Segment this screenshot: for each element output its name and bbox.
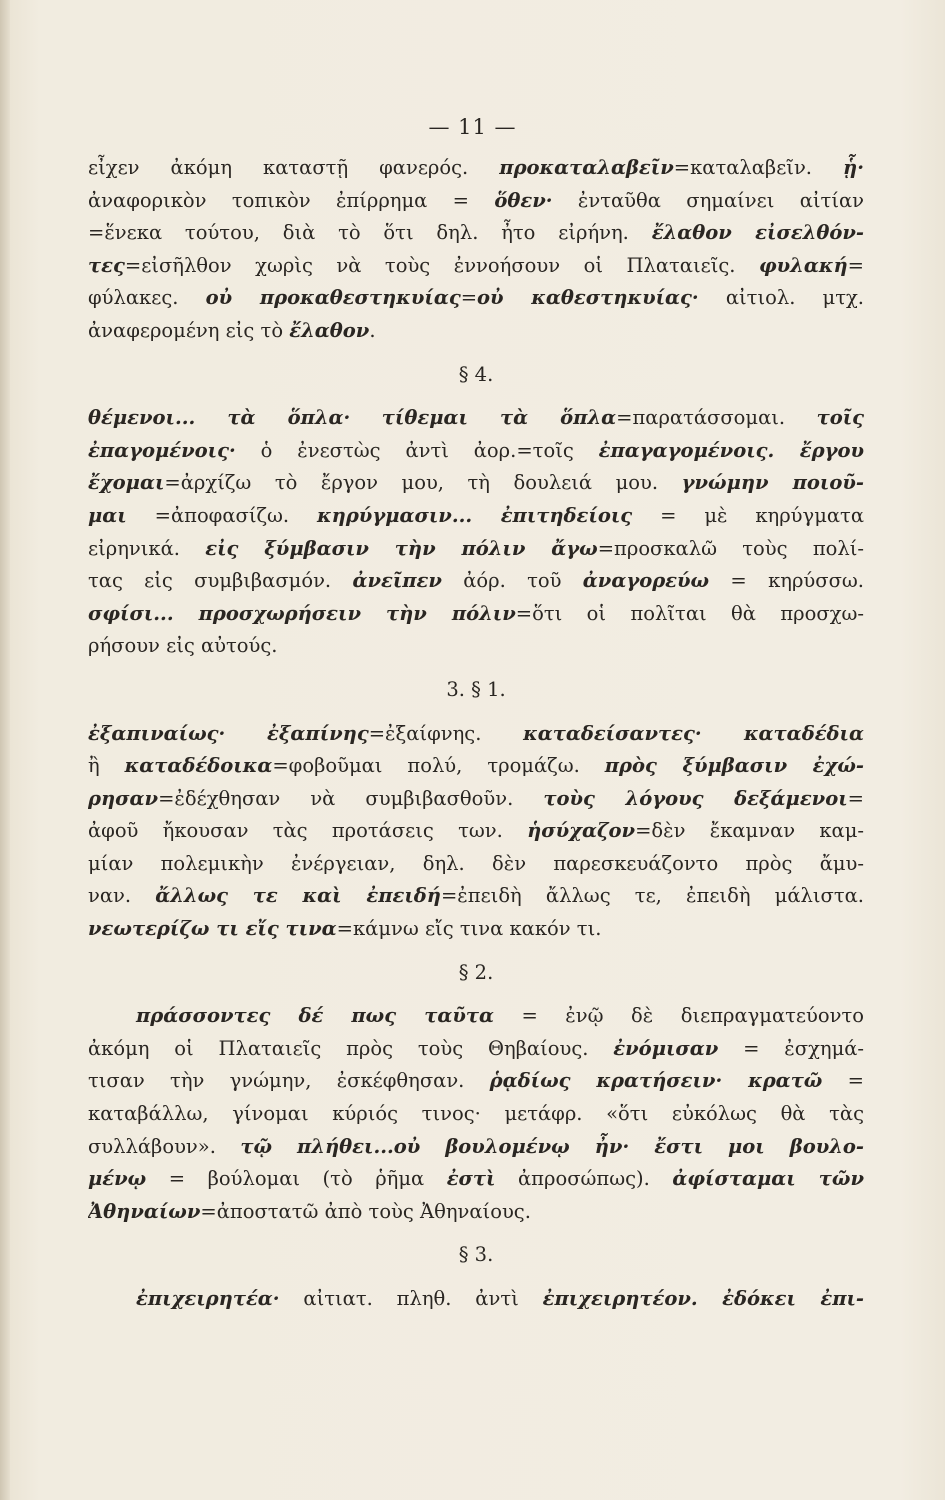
lemma-term: τῷ πλήθει...οὐ βουλομένῳ ἦν· ἔστι μοι βουλο- bbox=[240, 1134, 864, 1158]
section-heading bbox=[88, 957, 864, 990]
lemma-term: ἐπαγομένοις· bbox=[88, 438, 236, 462]
lemma-term: ἔλαθον εἰσελθόν- bbox=[651, 221, 864, 245]
text-line bbox=[88, 1283, 864, 1316]
gloss-text: ναν. bbox=[88, 884, 156, 908]
lemma-term: τίθεμαι τὰ ὅπλα bbox=[381, 406, 617, 430]
gloss-text: ἐνταῦθα σημαίνει αἰτίαν bbox=[552, 188, 864, 212]
gloss-text: μίαν πολεμικὴν ἐνέργειαν, δηλ. δὲν παρεσκευάζοντο πρὸς ἄμυ- bbox=[88, 851, 864, 875]
gloss-text: = bbox=[460, 286, 478, 310]
text-line bbox=[88, 217, 864, 250]
text-line bbox=[88, 185, 864, 218]
text-line bbox=[88, 1196, 864, 1229]
gloss-text: ρήσουν εἰς αὐτούς. bbox=[88, 634, 278, 658]
lemma-term: σφίσι... προσχωρήσειν τὴν πόλιν bbox=[88, 601, 516, 625]
gloss-text: ἀφοῦ ἤκουσαν τὰς προτάσεις των. bbox=[88, 819, 528, 843]
gloss-text: ἀπροσώπως). bbox=[495, 1167, 673, 1191]
gloss-text: § 3. bbox=[458, 1243, 494, 1267]
text-line bbox=[88, 467, 864, 500]
gloss-text: =δὲν ἔκαμναν καμ- bbox=[635, 819, 864, 843]
gloss-text: =φοβοῦμαι πολύ, τρομάζω. bbox=[272, 754, 605, 778]
gloss-text: = bbox=[847, 786, 864, 810]
gloss-text: ἀκόμη οἱ Πλαταιεῖς πρὸς τοὺς Θηβαίους. bbox=[88, 1036, 614, 1060]
gloss-text: =ἐδέχθησαν νὰ συμβιβασθοῦν. bbox=[158, 786, 544, 810]
gloss-text: συλλάβουν». bbox=[88, 1134, 241, 1158]
section-heading bbox=[88, 674, 864, 707]
lemma-term: τοῖς bbox=[816, 406, 864, 430]
page-number: — 11 — bbox=[428, 115, 517, 139]
lemma-term: τες bbox=[88, 253, 125, 277]
lemma-term: θέμενοι... τὰ ὅπλα· bbox=[88, 406, 351, 430]
lemma-term: ὅθεν· bbox=[494, 188, 553, 212]
gloss-text bbox=[225, 722, 267, 745]
lemma-term: ἔλαθον bbox=[289, 318, 370, 342]
lemma-term: οὐ καθεστηκυίας· bbox=[477, 286, 699, 310]
lemma-term: ᾗ· bbox=[843, 156, 864, 179]
gloss-text: ἀναφορικὸν τοπικὸν ἐπίρρημα = bbox=[88, 188, 495, 212]
text-line bbox=[88, 815, 864, 848]
lemma-term: μαι bbox=[88, 503, 127, 527]
text-line bbox=[88, 783, 864, 816]
lemma-term: Ἀθηναίων bbox=[88, 1199, 201, 1223]
gloss-text: =ἀποστατῶ ἀπὸ τοὺς Ἀθηναίους. bbox=[200, 1199, 531, 1223]
lemma-term: ἐπιχειρητέα· bbox=[136, 1287, 280, 1310]
lemma-term: καταδείσαντες· καταδέδια bbox=[523, 721, 864, 745]
text-line bbox=[88, 1065, 864, 1098]
lemma-term: ἐξαπιναίως· bbox=[88, 721, 226, 745]
lemma-term: προκαταλαβεῖν bbox=[499, 156, 674, 179]
lemma-term: γνώμην ποιοῦ- bbox=[681, 471, 864, 495]
page-edge bbox=[0, 0, 10, 1500]
text-line bbox=[88, 750, 864, 783]
gloss-text: =ἐξαίφνης. bbox=[368, 721, 524, 745]
text-line bbox=[88, 152, 864, 185]
lemma-term: μένῳ bbox=[88, 1167, 147, 1191]
gloss-text: ἀναφερομένη εἰς τὸ bbox=[88, 318, 290, 342]
gloss-text: =εἰσῆλθον χωρὶς νὰ τοὺς ἐννοήσουν οἱ Πλαταιεῖς. bbox=[124, 253, 759, 277]
gloss-text: ὁ ἐνεστὼς ἀντὶ ἀορ.=τοῖς bbox=[235, 438, 599, 462]
lemma-term: πρὸς ξύμβασιν ἐχώ- bbox=[604, 754, 864, 778]
gloss-text: = bbox=[822, 1069, 864, 1093]
text-line bbox=[88, 1098, 864, 1131]
lemma-term: καταδέδοικα bbox=[124, 754, 273, 778]
gloss-text: = ἐνῷ δὲ διεπραγματεύοντο bbox=[493, 1004, 864, 1028]
lemma-term: πράσσοντες δέ πως ταῦτα bbox=[136, 1004, 494, 1028]
lemma-term: νεωτερίζω τι εἴς τινα bbox=[88, 917, 337, 941]
gloss-text: = βούλομαι (τὸ ῥῆμα bbox=[146, 1167, 447, 1191]
text-line bbox=[88, 630, 864, 663]
gloss-text: = κηρύσσω. bbox=[709, 569, 864, 593]
gloss-text: =ἀρχίζω τὸ ἔργον μου, τὴ δουλειά μου. bbox=[164, 471, 682, 495]
gloss-text: ἀόρ. τοῦ bbox=[441, 569, 583, 593]
lemma-term: ρησαν bbox=[88, 786, 159, 810]
gloss-text: =καταλαβεῖν. bbox=[673, 156, 844, 179]
gloss-text: =προσκαλῶ τοὺς πολί- bbox=[597, 536, 864, 560]
text-line bbox=[88, 848, 864, 881]
gloss-text: =ἕνεκα τούτου, διὰ τὸ ὅτι δηλ. ἦτο εἰρήνη. bbox=[88, 221, 652, 245]
gloss-text: εἰρηνικά. bbox=[88, 536, 206, 560]
gloss-text: . bbox=[369, 318, 376, 342]
gloss-text: =ὅτι οἱ πολῖται θὰ προσχω- bbox=[515, 601, 864, 625]
gloss-text: 3. § 1. bbox=[446, 677, 506, 701]
lemma-term: εἰς ξύμβασιν τὴν πόλιν ἄγω bbox=[205, 536, 598, 560]
gloss-text: ἢ bbox=[88, 754, 125, 778]
lemma-term: φυλακή bbox=[759, 253, 848, 277]
gloss-text: =κάμνω εἴς τινα κακόν τι. bbox=[336, 917, 602, 941]
lemma-term: ἐξαπίνης bbox=[267, 721, 369, 745]
gloss-text: = ἐσχημά- bbox=[718, 1036, 864, 1060]
text-line bbox=[88, 500, 864, 533]
text-line bbox=[88, 282, 864, 315]
text-line bbox=[88, 1131, 864, 1164]
gloss-text: § 2. bbox=[458, 960, 494, 984]
gloss-text: καταβάλλω, γίνομαι κύριός τινος· μετάφρ. «ὅτι εὐκόλως θὰ τὰς bbox=[88, 1102, 864, 1126]
gloss-text: = bbox=[847, 253, 864, 277]
text-line bbox=[88, 402, 864, 435]
text-line bbox=[88, 565, 864, 598]
text-line bbox=[88, 880, 864, 913]
gloss-text: =παρατάσσομαι. bbox=[616, 406, 817, 430]
lemma-term: ἔχομαι bbox=[88, 471, 165, 495]
lemma-term: ἐπαγαγομένοις. ἔργου bbox=[598, 438, 864, 462]
lemma-term: κηρύγμασιν... ἐπιτηδείοις bbox=[317, 503, 633, 527]
gloss-text: αἰτιολ. μτχ. bbox=[698, 286, 864, 310]
text-line bbox=[88, 1000, 864, 1033]
section-heading bbox=[88, 1239, 864, 1272]
text-line bbox=[88, 250, 864, 283]
lemma-term: ἀνεῖπεν bbox=[352, 569, 442, 593]
text-line bbox=[88, 718, 864, 751]
text-line bbox=[88, 435, 864, 468]
lemma-term: ἀφίσταμαι τῶν bbox=[672, 1167, 864, 1191]
lemma-term: ἄλλως τε καὶ ἐπειδή bbox=[155, 884, 441, 908]
lemma-term: ἐστὶ bbox=[446, 1167, 496, 1191]
text-line bbox=[88, 598, 864, 631]
gloss-text: τισαν τὴν γνώμην, ἐσκέφθησαν. bbox=[88, 1069, 490, 1093]
lemma-term: ἐνόμισαν bbox=[613, 1036, 719, 1060]
lemma-term: ῥᾳδίως κρατήσειν· κρατῶ bbox=[489, 1069, 823, 1093]
gloss-text: τας εἰς συμβιβασμόν. bbox=[88, 569, 353, 593]
gloss-text bbox=[350, 406, 381, 429]
lemma-term: ἡσύχαζον bbox=[527, 819, 636, 843]
gloss-text: § 4. bbox=[458, 362, 494, 386]
gloss-text: εἶχεν ἀκόμη καταστῇ φανερός. bbox=[88, 156, 500, 179]
gloss-text: =ἐπειδὴ ἄλλως τε, ἐπειδὴ μάλιστα. bbox=[440, 884, 864, 908]
text-line bbox=[88, 533, 864, 566]
text-line bbox=[88, 913, 864, 946]
body-text bbox=[88, 152, 864, 1316]
section-heading bbox=[88, 359, 864, 392]
gloss-text: =ἀποφασίζω. bbox=[126, 503, 318, 527]
lemma-term: οὐ προκαθεστηκυίας bbox=[205, 286, 461, 310]
text-line bbox=[88, 1163, 864, 1196]
text-line bbox=[88, 315, 864, 348]
gloss-text: = μὲ κηρύγματα bbox=[632, 503, 864, 527]
text-line bbox=[88, 1033, 864, 1066]
gloss-text: φύλακες. bbox=[88, 286, 206, 310]
lemma-term: ἀναγορεύω bbox=[582, 569, 710, 593]
lemma-term: ἐπιχειρητέον. ἐδόκει ἐπι- bbox=[542, 1287, 864, 1310]
gloss-text: αἰτιατ. πληθ. ἀντὶ bbox=[279, 1287, 543, 1310]
lemma-term: τοὺς λόγους δεξάμενοι bbox=[543, 786, 848, 810]
